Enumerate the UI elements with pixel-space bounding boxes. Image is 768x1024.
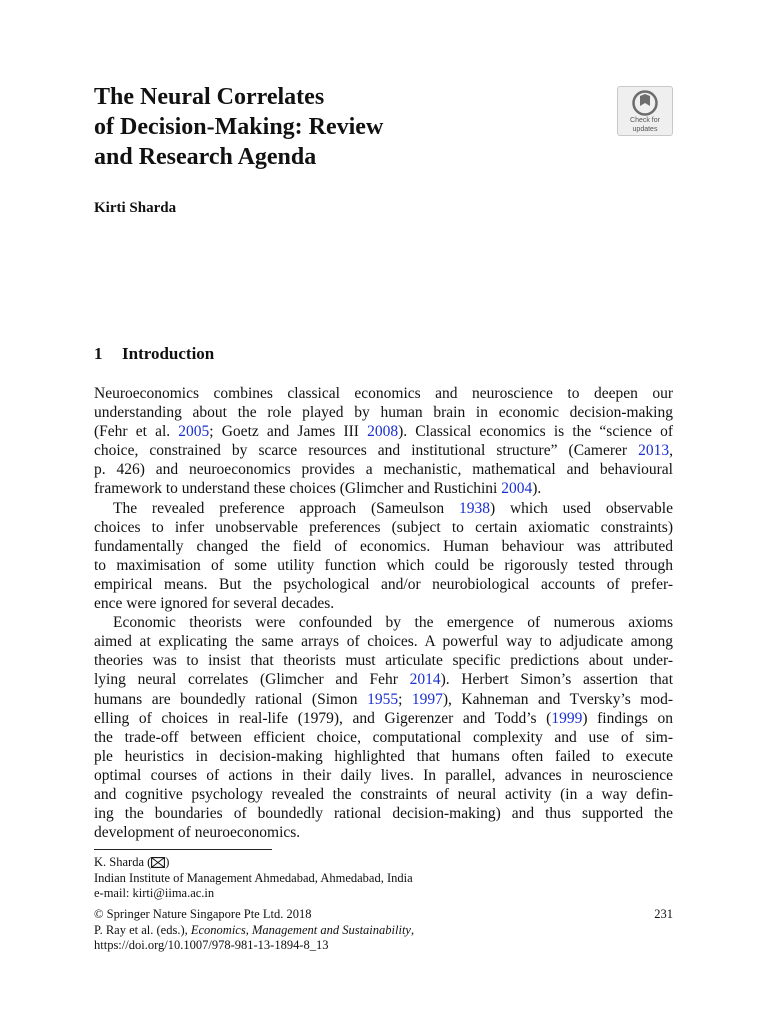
section-title: Introduction bbox=[122, 344, 215, 363]
text-line: ence were ignored for several decades. bbox=[94, 595, 335, 613]
text-line: ple heuristics in decision-making highlighted that humans often failed to execute bbox=[94, 747, 673, 765]
text-line: elling of choices in real-life (1979), and Gigerenzer and Todd’s (1999) findings on bbox=[94, 709, 673, 727]
footnote-divider bbox=[94, 849, 272, 850]
text-line: ing the boundaries of boundedly rational decision-making) and thus supported the bbox=[94, 805, 673, 823]
text-line: humans are boundedly rational (Simon 1955; 1997), Kahneman and Tversky’s mod- bbox=[94, 690, 673, 708]
text-line: optimal courses of actions in their daily lives. In parallel, advances in neuroscience bbox=[94, 766, 673, 784]
citation-link[interactable]: 2005 bbox=[178, 423, 210, 441]
text-line: and cognitive psychology revealed the constraints of neural activity (in a way defin- bbox=[94, 785, 673, 803]
text-line: theories was to insist that theorists must articulate specific predictions about under- bbox=[94, 652, 673, 670]
text-line: fundamentally changed the field of economics. Human behaviour was attributed bbox=[94, 537, 673, 555]
text-line: (Fehr et al. 2005; Goetz and James III 2008). Classical economics is the “science of bbox=[94, 423, 673, 441]
text-line: understanding about the role played by human brain in economic decision-making bbox=[94, 404, 673, 422]
book-citation: P. Ray et al. (eds.), Economics, Management and Sustainability, bbox=[94, 922, 415, 937]
citation-link[interactable]: 1955 bbox=[367, 690, 399, 708]
title-line: of Decision-Making: Review bbox=[94, 114, 384, 140]
page-number: 231 bbox=[654, 907, 673, 921]
citation-link[interactable]: 2008 bbox=[367, 423, 399, 441]
text-line: framework to understand these choices (Glimcher and Rustichini 2004). bbox=[94, 480, 542, 498]
title-line: and Research Agenda bbox=[94, 144, 317, 170]
section-heading bbox=[94, 344, 214, 364]
citation-link[interactable]: 2013 bbox=[638, 442, 670, 460]
footnote-author: K. Sharda ( ) bbox=[94, 855, 170, 869]
text-line: Economic theorists were confounded by the emergence of numerous axioms bbox=[113, 614, 673, 632]
author-footnote bbox=[94, 855, 673, 902]
title-line: The Neural Correlates bbox=[94, 84, 325, 110]
text-line: p. 426) and neuroeconomics provides a mechanistic, mathematical and behavioural bbox=[94, 461, 673, 479]
text-line: choice, constrained by scarce resources and institutional structure” (Camerer 2013, bbox=[94, 442, 673, 460]
text-line: the trade-off between efficient choice, computational complexity and use of sim- bbox=[94, 728, 673, 746]
text-line: The revealed preference approach (Sameulson 1938) which used observable bbox=[113, 499, 673, 517]
check-for-updates-badge[interactable] bbox=[617, 86, 673, 136]
text-line: aimed at explicating the same arrays of choices. A powerful way to adjudicate among bbox=[94, 633, 673, 651]
paper-title bbox=[94, 82, 514, 172]
check-for-updates-icon bbox=[632, 90, 658, 116]
citation-link[interactable]: 1999 bbox=[551, 709, 583, 727]
text-line: Neuroeconomics combines classical economics and neuroscience to deepen our bbox=[94, 385, 673, 402]
footnote-affiliation: Indian Institute of Management Ahmedabad, Ahmedabad, India bbox=[94, 870, 413, 885]
citation-link[interactable]: 2004 bbox=[501, 480, 533, 498]
body-text bbox=[94, 384, 673, 842]
text-line: development of neuroeconomics. bbox=[94, 824, 301, 842]
author-name: Kirti Sharda bbox=[94, 200, 177, 216]
text-line: choices to infer unobservable preferences (subject to certain axiomatic constraints) bbox=[94, 518, 673, 536]
publication-info bbox=[94, 907, 673, 954]
text-line: lying neural correlates (Glimcher and Fehr 2014). Herbert Simon’s assertion that bbox=[94, 671, 673, 689]
badge-line2: updates bbox=[632, 126, 658, 133]
text-line: empirical means. But the psychological and/or neurobiological accounts of prefer- bbox=[94, 575, 673, 593]
citation-link[interactable]: 2014 bbox=[409, 671, 441, 689]
citation-link[interactable]: 1997 bbox=[411, 690, 443, 708]
text-line: to maximisation of some utility function which could be rigorously tested through bbox=[94, 556, 673, 574]
footnote-email[interactable]: e-mail: kirti@iima.ac.in bbox=[94, 886, 215, 900]
envelope-icon[interactable] bbox=[151, 857, 165, 868]
section-number: 1 bbox=[94, 344, 103, 363]
doi-link[interactable]: https://doi.org/10.1007/978-981-13-1894-8_13 bbox=[94, 938, 329, 952]
citation-link[interactable]: 1938 bbox=[458, 499, 490, 517]
badge-line1: Check for bbox=[630, 117, 660, 124]
copyright-line: © Springer Nature Singapore Pte Ltd. 2018 bbox=[94, 907, 312, 921]
